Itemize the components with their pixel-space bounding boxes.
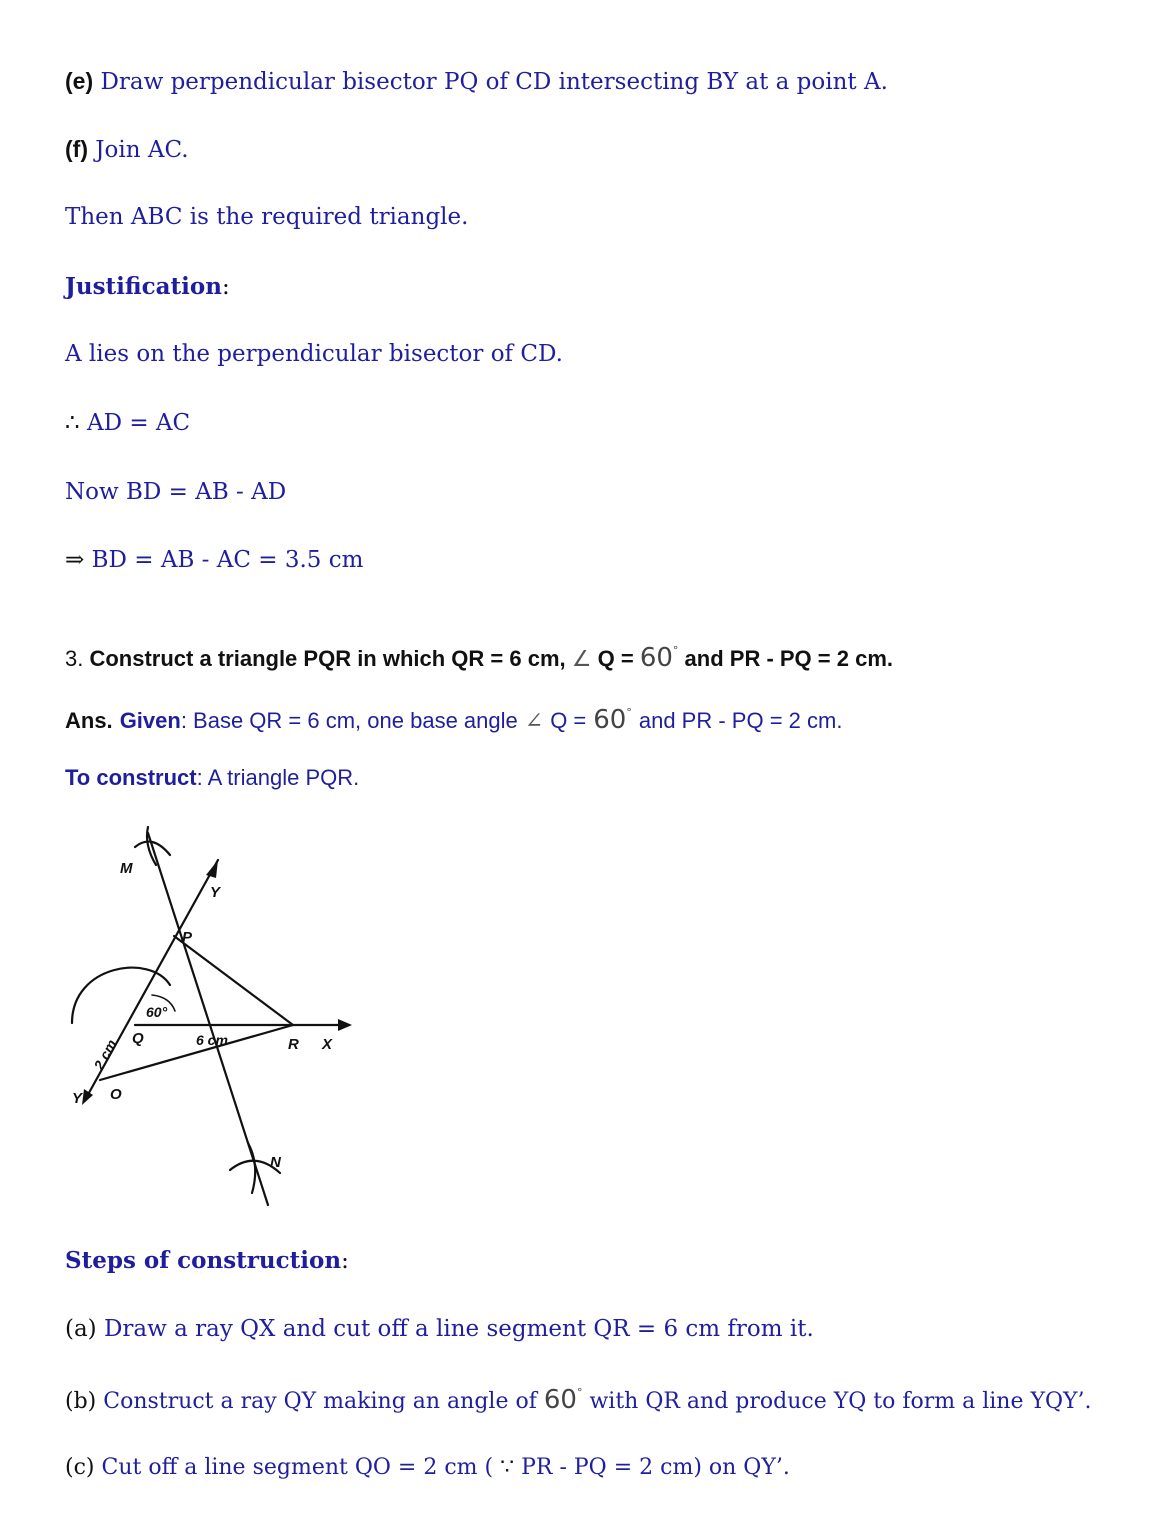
step-b-text-a: Construct a ray QY making an angle of — [103, 1389, 537, 1414]
given-text-b: Q = — [550, 708, 587, 733]
step-f-text: Join AC. — [95, 137, 189, 163]
to-construct-text: : A triangle PQR. — [196, 765, 360, 790]
step-a-text: Draw a ray QX and cut off a line segment QR = 6 cm from it. — [103, 1316, 814, 1342]
arc-n-2 — [248, 1143, 255, 1193]
label-q: Q — [132, 1030, 144, 1047]
given-angle-value: 60 — [593, 705, 627, 735]
therefore-icon: ∴ — [65, 410, 80, 436]
given-text-a: : Base QR = 6 cm, one base angle — [180, 708, 518, 733]
question-text-c: and PR - PQ = 2 cm. — [684, 646, 893, 671]
step-b-degree: ° — [576, 1386, 583, 1399]
construction-figure — [60, 825, 370, 1215]
step-c — [65, 1455, 790, 1480]
to-construct-label: To construct — [65, 765, 197, 790]
conclusion: Then ABC is the required triangle. — [65, 204, 469, 230]
step-c-label: (c) — [65, 1455, 95, 1480]
arrow-y-icon — [206, 860, 218, 878]
step-e-text: Draw perpendicular bisector PQ of CD intersecting BY at a point A. — [100, 69, 888, 95]
question-text-a: Construct a triangle PQR in which QR = 6 cm, — [89, 646, 566, 671]
steps-title: Steps of construction — [65, 1247, 342, 1274]
ans-label: Ans. — [65, 708, 113, 733]
question-angle-value: 60 — [639, 643, 673, 673]
step-b-text-b: with QR and produce YQ to form a line YQY’. — [589, 1389, 1092, 1414]
justification-colon: : — [221, 274, 230, 300]
label-length-qr: 6 cm — [196, 1032, 228, 1048]
label-m: M — [120, 860, 133, 877]
step-c-text-b: PR - PQ = 2 cm) on QY’. — [521, 1455, 790, 1480]
steps-heading — [65, 1247, 349, 1274]
answer-given — [65, 705, 842, 735]
segment-pr — [174, 936, 293, 1025]
step-b-label: (b) — [65, 1389, 97, 1414]
label-angle: 60° — [146, 1004, 168, 1020]
angle-icon-2: ∠ — [524, 709, 544, 734]
given-degree: ° — [626, 706, 632, 719]
given-label: Given — [119, 708, 181, 733]
proof-line-1: A lies on the perpendicular bisector of CD. — [65, 341, 563, 367]
angle-icon: ∠ — [571, 646, 592, 671]
step-a-label: (a) — [65, 1316, 97, 1342]
label-n: N — [270, 1154, 281, 1171]
to-construct — [65, 765, 359, 791]
question-degree: ° — [672, 644, 679, 657]
implies-icon: ⇒ — [65, 547, 85, 573]
step-b — [65, 1385, 1092, 1415]
given-text-c: and PR - PQ = 2 cm. — [638, 708, 843, 733]
proof-line-3: Now BD = AB - AD — [65, 479, 287, 505]
step-e-label: (e) — [65, 68, 94, 94]
step-b-angle-value: 60 — [543, 1385, 577, 1415]
step-c-text-a: Cut off a line segment QO = 2 cm ( — [101, 1455, 494, 1480]
label-length-qo: 2 cm — [90, 1036, 120, 1073]
step-f — [65, 136, 189, 163]
question-3 — [65, 643, 893, 673]
proof-line-4 — [65, 547, 363, 573]
label-r: R — [288, 1036, 299, 1053]
label-x: X — [322, 1036, 333, 1053]
because-icon: ∵ — [500, 1455, 515, 1480]
justification-title: Justification — [65, 273, 222, 300]
proof-line-4-text: BD = AB - AC = 3.5 cm — [91, 547, 364, 573]
label-y: Y — [210, 884, 221, 901]
label-p: P — [182, 929, 193, 946]
proof-line-2-text: AD = AC — [86, 410, 191, 436]
question-text-b: Q = — [597, 646, 634, 671]
arrow-x-icon — [338, 1019, 352, 1031]
steps-colon: : — [341, 1248, 349, 1274]
step-f-label: (f) — [65, 136, 88, 162]
label-o: O — [110, 1086, 122, 1103]
justification-heading — [65, 273, 230, 300]
step-a — [65, 1316, 814, 1342]
question-number: 3. — [65, 646, 84, 671]
proof-line-2 — [65, 410, 190, 436]
step-e — [65, 68, 888, 95]
label-y-prime: Y' — [72, 1090, 86, 1107]
